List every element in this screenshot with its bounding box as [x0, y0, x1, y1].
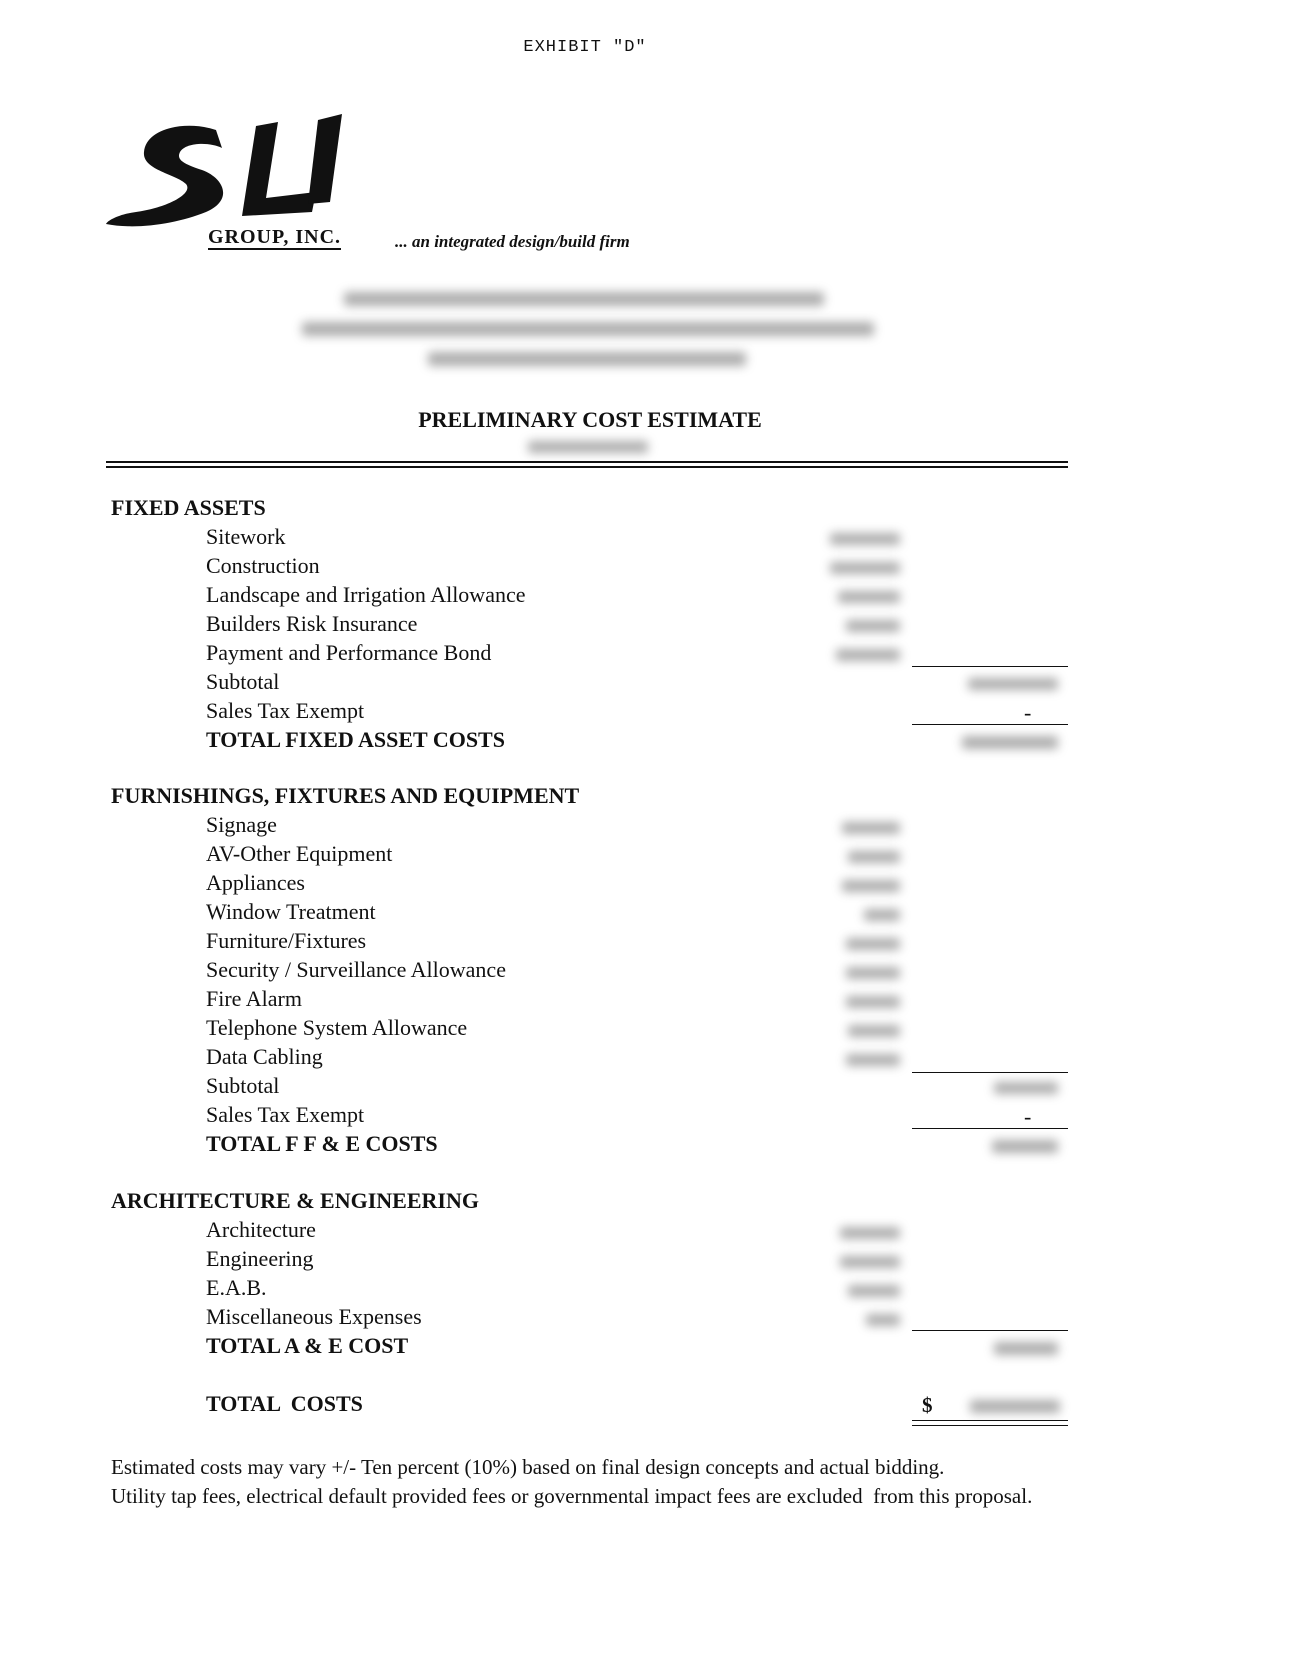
line-item: Signage [206, 812, 277, 837]
footnote-line: Estimated costs may vary +/- Ten percent (10%) based on final design concepts and actual bidding. [111, 1455, 945, 1479]
amount-rule [912, 1128, 1068, 1129]
line-item: Sitework [206, 524, 286, 549]
redacted-amount [962, 736, 1058, 749]
line-item: Window Treatment [206, 899, 376, 924]
sales-tax-label: Sales Tax Exempt [206, 1102, 365, 1127]
company-logo [106, 112, 366, 252]
grand-total-currency: $ [922, 1393, 933, 1417]
line-item: Engineering [206, 1246, 314, 1271]
redacted-amount [848, 1025, 900, 1037]
grand-total-double-rule-bottom [912, 1425, 1068, 1426]
title-double-rule-bottom [106, 466, 1068, 468]
amount-rule [912, 724, 1068, 725]
redacted-amount [848, 1285, 900, 1297]
amount-rule [912, 1072, 1068, 1073]
subtotal-label: Subtotal [206, 669, 280, 694]
redacted-amount [968, 678, 1058, 690]
redacted-amount [994, 1082, 1058, 1094]
subtotal-label: Subtotal [206, 1073, 280, 1098]
amount-rule [912, 1330, 1068, 1331]
redacted-amount [848, 851, 900, 863]
document-title: PRELIMINARY COST ESTIMATE [418, 407, 762, 432]
redacted-amount [992, 1140, 1058, 1153]
redacted-amount [846, 938, 900, 950]
line-item: Furniture/Fixtures [206, 928, 367, 953]
footnote-line: Utility tap fees, electrical default provided fees or governmental impact fees are excluded from this proposal. [111, 1484, 1033, 1508]
redacted-project-line-2 [302, 322, 874, 336]
company-tagline: ... an integrated design/build firm [395, 232, 630, 251]
section-heading-ae: ARCHITECTURE & ENGINEERING [111, 1188, 479, 1213]
redacted-amount [842, 822, 900, 834]
line-item: AV-Other Equipment [206, 841, 393, 866]
line-item: Telephone System Allowance [206, 1015, 468, 1040]
redacted-amount [836, 649, 900, 661]
section-heading-fixed-assets: FIXED ASSETS [111, 495, 266, 520]
redacted-grand-total [970, 1400, 1060, 1413]
redacted-project-line-3 [428, 352, 746, 366]
sales-tax-label: Sales Tax Exempt [206, 698, 365, 723]
redacted-amount [864, 909, 900, 921]
section-total-label: TOTAL A & E COST [206, 1333, 409, 1358]
redacted-amount [866, 1314, 900, 1326]
line-item: Security / Surveillance Allowance [206, 957, 506, 982]
redacted-amount [838, 591, 900, 603]
grand-total-label: TOTAL COSTS [206, 1391, 363, 1416]
redacted-amount [846, 620, 900, 632]
redacted-amount [830, 533, 900, 545]
grand-total-double-rule-top [912, 1420, 1068, 1421]
redacted-project-line-1 [344, 292, 824, 306]
redacted-amount [842, 880, 900, 892]
line-item: E.A.B. [206, 1275, 267, 1300]
sli-logo-mark [106, 112, 366, 237]
amount-rule [912, 666, 1068, 667]
line-item: Construction [206, 553, 320, 578]
line-item: Architecture [206, 1217, 316, 1242]
section-total-label: TOTAL FIXED ASSET COSTS [206, 727, 505, 752]
redacted-amount [830, 562, 900, 574]
redacted-amount [994, 1342, 1058, 1355]
section-heading-ffe: FURNISHINGS, FIXTURES AND EQUIPMENT [111, 783, 580, 808]
line-item: Appliances [206, 870, 305, 895]
redacted-date [528, 441, 648, 453]
sales-tax-value: - [1024, 1104, 1032, 1129]
company-name: GROUP, INC. [208, 226, 342, 248]
redacted-amount [840, 1227, 900, 1239]
redacted-amount [846, 967, 900, 979]
title-double-rule-top [106, 461, 1068, 463]
line-item: Data Cabling [206, 1044, 323, 1069]
sales-tax-value: - [1024, 700, 1032, 725]
redacted-amount [846, 996, 900, 1008]
redacted-amount [846, 1054, 900, 1066]
section-total-label: TOTAL F F & E COSTS [206, 1131, 438, 1156]
line-item: Miscellaneous Expenses [206, 1304, 422, 1329]
line-item: Builders Risk Insurance [206, 611, 418, 636]
redacted-amount [840, 1256, 900, 1268]
line-item: Fire Alarm [206, 986, 302, 1011]
exhibit-label: EXHIBIT "D" [523, 38, 647, 57]
line-item: Payment and Performance Bond [206, 640, 492, 665]
line-item: Landscape and Irrigation Allowance [206, 582, 526, 607]
